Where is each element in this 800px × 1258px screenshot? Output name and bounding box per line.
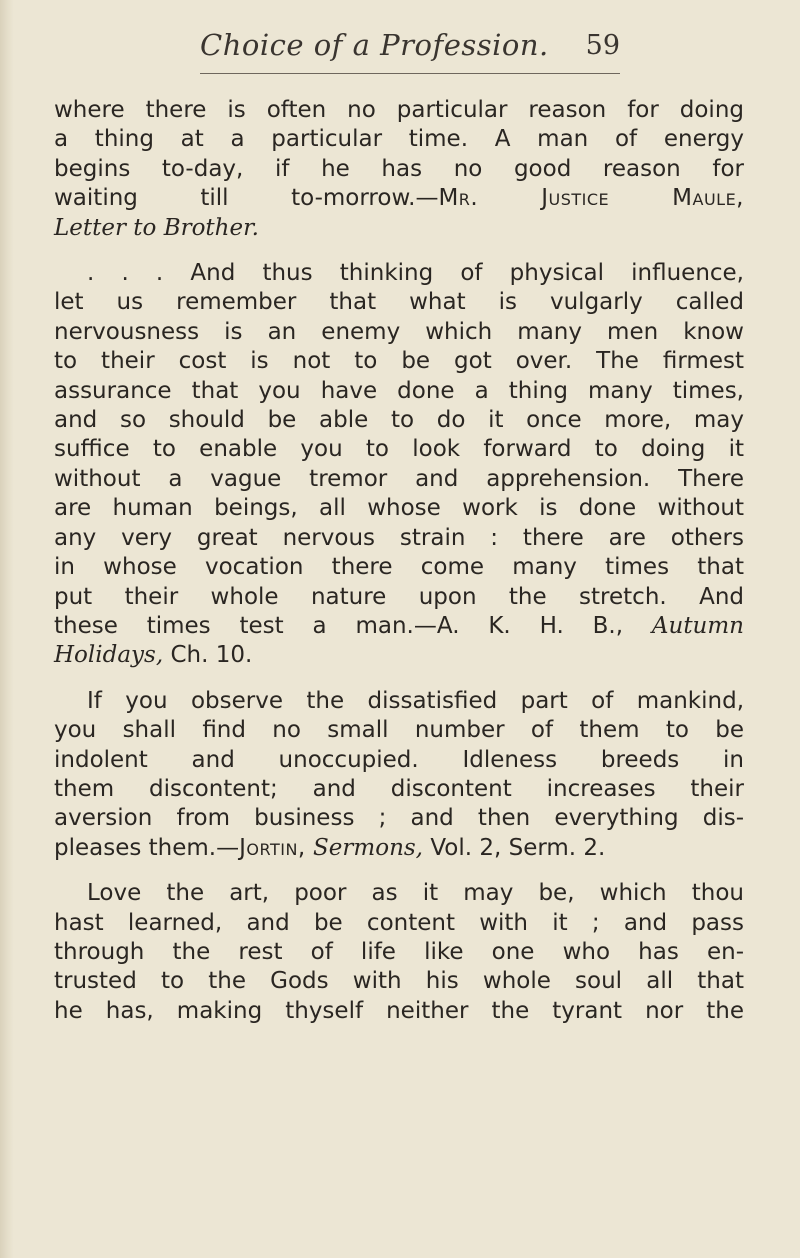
attribution-source: Autumn	[651, 612, 744, 639]
attribution-source: Letter to Brother.	[54, 214, 259, 241]
text-line: assurance that you have done a thing many times,	[54, 377, 744, 404]
text-line-with-attribution	[54, 612, 744, 641]
attribution-line	[54, 214, 744, 243]
text-line: nervousness is an enemy which many men know	[54, 318, 744, 345]
text-line: you shall find no small number of them to be	[54, 717, 744, 744]
page-title: Choice of a Profession.	[200, 28, 549, 62]
text-line-with-attribution	[54, 184, 744, 213]
attribution-ref: Ch. 10.	[170, 642, 253, 669]
running-header	[200, 28, 620, 74]
page-number: 59	[585, 30, 620, 61]
text-line: . . . And thus thinking of physical influence,	[87, 260, 744, 287]
text-line: them discontent; and discontent increases their	[54, 775, 744, 802]
text-line: Love the art, poor as it may be, which thou	[87, 880, 744, 907]
body-text	[54, 96, 744, 1042]
quotation-2	[54, 259, 744, 671]
attribution-author: A. K. H. B.,	[436, 612, 624, 639]
header-rule	[200, 73, 620, 74]
quotation-3	[54, 687, 744, 863]
text-line: trusted to the Gods with his whole soul all that	[54, 968, 744, 995]
text-fragment: waiting till to-morrow.—	[54, 185, 439, 212]
quotation-1	[54, 96, 744, 243]
quotation-4	[54, 879, 744, 1026]
text-line: indolent and unoccupied. Idleness breeds in	[54, 746, 744, 773]
text-line: let us remember that what is vulgarly called	[54, 289, 744, 316]
text-fragment: pleases them.—	[54, 834, 240, 861]
text-line: and so should be able to do it once more, may	[54, 407, 744, 434]
text-line: If you observe the dissatisfied part of mankind,	[87, 687, 744, 714]
attribution-source: Sermons,	[313, 834, 423, 861]
attribution-author: Jortin,	[239, 834, 306, 861]
text-line: he has, making thyself neither the tyrant nor the	[54, 997, 744, 1024]
page-edge	[0, 0, 14, 1258]
attribution-ref: Vol. 2, Serm. 2.	[430, 834, 606, 861]
text-line: where there is often no particular reason for doing	[54, 97, 744, 123]
text-line: put their whole nature upon the stretch. And	[54, 583, 744, 610]
text-line: aversion from business ; and then everything dis-	[54, 805, 744, 832]
text-line-with-attribution	[54, 834, 744, 863]
attribution-line	[54, 641, 744, 670]
attribution-source-cont: Holidays,	[54, 642, 164, 669]
text-line: hast learned, and be content with it ; and pass	[54, 909, 744, 936]
text-line: to their cost is not to be got over. The firmest	[54, 348, 744, 375]
text-fragment: these times test a man.—	[54, 612, 437, 639]
text-line: suffice to enable you to look forward to doing it	[54, 436, 744, 463]
text-line: through the rest of life like one who has en-	[54, 938, 744, 965]
text-line: any very great nervous strain : there are others	[54, 524, 744, 551]
text-line: in whose vocation there come many times that	[54, 554, 744, 581]
text-line: a thing at a particular time. A man of energy	[54, 126, 744, 153]
text-line: without a vague tremor and apprehension. There	[54, 465, 744, 492]
text-line: are human beings, all whose work is done without	[54, 495, 744, 522]
text-line: begins to-day, if he has no good reason for	[54, 155, 744, 182]
attribution-author: Mr. Justice Maule,	[438, 185, 744, 212]
